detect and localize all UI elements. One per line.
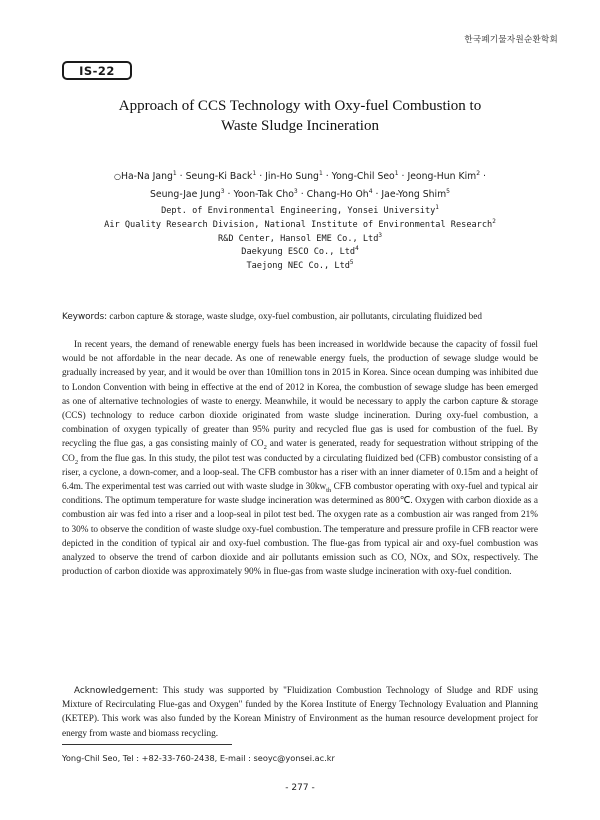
author-affiliation-number: 4 [368, 187, 373, 195]
keywords-text: carbon capture & storage, waste sludge, oxy-fuel combustion, air pollutants, circulating fluidized bed [109, 311, 482, 321]
acknowledgement-label: Acknowledgement: [74, 686, 159, 696]
subscript: 2 [263, 444, 267, 452]
affiliation-item [60, 205, 540, 219]
title-line-2: Waste Sludge Incineration [221, 118, 379, 134]
author-name: Ha-Na Jang [120, 171, 173, 182]
abstract-part: and water is generated, ready for sequestration without stripping of the CO [62, 439, 539, 464]
title-line-1: Approach of CCS Technology with Oxy-fuel Combustion to [118, 98, 482, 114]
author-separator: · [322, 171, 332, 182]
author-separator: · [256, 171, 266, 182]
author-name: Seung-Jae Jung [150, 189, 221, 200]
affiliation-list [60, 205, 540, 274]
author-separator: · [297, 189, 307, 200]
abstract-part: CFB combustor operating with oxy-fuel and typical air conditions. The optimum temperature for waste sludge incineration was determined as 800℃. Oxygen with carbon dioxide as a combustion air was fed into a riser and a loop-seal in pilot test bed. The oxygen rate as a combustion air was ranged from 21% to 30% to observe the condition of waste sludge oxy-fuel combustion. The temperature and pressure profile in CFB reactor were depicted in the condition of typical air and oxy-fuel combustion. The flue-gas from typical air and oxy-fuel combustion was analyzed to observe the trend of carbon dioxide and air pollutants emission such as CO, NOx, and SOx, respectively. The production of carbon dioxide was approximately 90% in flue-gas from waste sludge incineration with oxy-fuel condition. [62, 482, 538, 578]
acknowledgement [62, 684, 538, 741]
keywords [62, 310, 542, 323]
author-name: Jin-Ho Sung [265, 171, 319, 182]
footnote-divider [62, 744, 232, 745]
author-name: Seung-Ki Back [185, 171, 253, 182]
author-affiliation-number: 1 [318, 169, 323, 177]
author-affiliation-number: 1 [394, 169, 399, 177]
abstract-body [62, 338, 538, 579]
author-affiliation-number: 1 [172, 169, 177, 177]
affiliation-text: Daekyung ESCO Co., Ltd [241, 247, 356, 258]
abstract-part: from the flue gas. In this study, the pilot test was conducted by a circulating fluidized bed (CFB) combustor consisting of a riser, a cyclone, a down-comer, and a loop-seal. The CFB combustor has a riser with an inner diameter of 0.15m and a height of 6.4m. The experimental test was carried out with waste sludge in 30kw [62, 453, 538, 493]
acknowledgement-text: This study was supported by "Fluidization Combustion Technology of Sludge and RDF using Mixture of Recirculating Flue-gas and Oxygen" funded by the Korea Institute of Energy Technology Evaluation and Planning (KETEP). This work was also funded by the Korean Ministry of Environment as the human resource development project for energy from waste and biomass recycling. [62, 686, 538, 739]
author-affiliation-number: 3 [220, 187, 225, 195]
page-number: - 277 - [285, 783, 315, 793]
society-header: 한국폐기물자원순환학회 [464, 35, 558, 45]
author-list [60, 168, 540, 204]
session-code: IS-22 [79, 63, 115, 78]
author-separator: · [398, 171, 408, 182]
affiliation-item [60, 233, 540, 247]
author-name: Jae-Yong Shim [381, 189, 447, 200]
affiliation-number: 2 [492, 217, 496, 225]
author-separator: · [224, 189, 234, 200]
author-name: Jeong-Hun Kim [407, 171, 477, 182]
author-name: Chang-Ho Oh [306, 189, 369, 200]
affiliation-text: Dept. of Environmental Engineering, Yonsei University [161, 206, 436, 216]
author-affiliation-number: 2 [476, 169, 481, 177]
subscript: th [326, 486, 332, 494]
author-separator: · [480, 171, 486, 182]
affiliation-text: Air Quality Research Division, National Institute of Environmental Research [104, 219, 493, 230]
affiliation-item [60, 219, 540, 233]
affiliation-number: 5 [349, 259, 354, 267]
affiliation-item [60, 246, 540, 260]
author-separator: · [372, 189, 382, 200]
keywords-label: Keywords: [62, 312, 108, 322]
affiliation-item [60, 260, 540, 274]
author-name: Yoon-Tak Cho [233, 189, 294, 200]
paper-title [60, 96, 540, 136]
affiliation-number: 1 [435, 204, 439, 212]
abstract-part: In recent years, the demand of renewable energy fuels has been increased in worldwide because the capacity of fossil fuel would be not affordable in the near decade. As one of renewable energy fuels, the production of sewage sludge would be gradually increased by year, and it would be over than 10million tons in 2015 in Korea. Since ocean dumping was inhibited due to London Convention with being in effective at the end of 2012 in Korea, the combustion of sewage sludge has been emerged as one of alternative technologies of waste to energy. Meanwhile, it would be necessary to apply the carbon capture & storage (CCS) technology to reduce carbon dioxide originated from waste sludge incineration. During oxy-fuel combustion, a combination of oxygen typically of greater than 95% purity and recycled flue gas is used for combustion of the fuel. By recycling the flue gas, a gas consisting mainly of CO [62, 340, 538, 450]
author-line-2 [60, 186, 540, 204]
author-affiliation-number: 3 [293, 187, 298, 195]
presenter-mark: ○ [114, 172, 121, 181]
subscript: 2 [74, 458, 79, 466]
author-affiliation-number: 5 [446, 187, 450, 195]
author-name: Yong-Chil Seo [331, 171, 395, 182]
author-line-1 [60, 168, 540, 186]
affiliation-text: Taejong NEC Co., Ltd [246, 261, 350, 272]
author-affiliation-number: 1 [252, 169, 257, 177]
corresponding-contact: Yong-Chil Seo, Tel : +82-33-760-2438, E-mail : seoyc@yonsei.ac.kr [62, 753, 335, 763]
session-code-badge [62, 61, 132, 80]
affiliation-number: 3 [378, 231, 382, 239]
author-separator: · [176, 171, 186, 182]
affiliation-text: R&D Center, Hansol EME Co., Ltd [217, 233, 379, 244]
affiliation-number: 4 [355, 245, 359, 253]
